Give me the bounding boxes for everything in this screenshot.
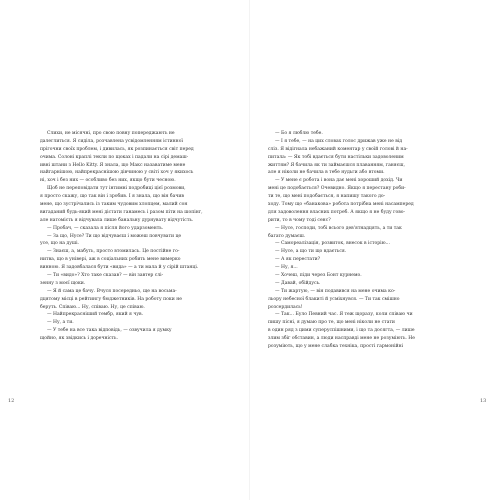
text-line: — А як перестати?: [275, 257, 321, 263]
text-line: я просто скажу, що так він і зробив. І я знала, що він бачив: [40, 194, 184, 200]
text-line: далеглиться. Я сиділа, розчавлена усвідомленням істинної: [40, 138, 183, 144]
text-line: усе, що на душі.: [40, 241, 80, 247]
text-line: — Давай, обійдусь.: [275, 280, 321, 286]
text-line: ні, хоч і без них — особливо без них, якщо бути чесною.: [40, 178, 176, 184]
text-line: — Я й сама це бачу. Вчуся посередньо, ще на восьма-: [47, 288, 177, 294]
text-line: життям? Я бачила як ти займаєшся плаванням, ганяєш,: [268, 162, 405, 168]
text-line: — І я тебе, — на цих словах голос дрижав уже не від: [275, 138, 403, 144]
text-line: сліз. Я відігнала небажаний коментар у своїй голові й на-: [268, 146, 408, 152]
text-line: найгарнішою, найпрекраснішою дівчиною у світі хоч у якихось: [40, 170, 194, 176]
left-page-text: [40, 130, 232, 343]
text-line: пишу пісні, я думаю про те, що мені ніколи не стати: [268, 320, 395, 326]
right-page: [250, 0, 500, 500]
text-line: ти те, що мені подобається, я напишу такого до-: [268, 194, 386, 200]
text-line: беруть. Співаю... Ну, співаю. Ну, це співаю.: [40, 304, 145, 310]
text-line: злим збіг обставин, а люди насправді мене не розуміють. Не: [268, 336, 415, 342]
text-line: — Пробач, — сказала я після його ударзоменть.: [47, 225, 164, 231]
text-line: мені це подобається? Очевидно. Якщо я перестану роби-: [268, 186, 406, 192]
text-line: вигаданий будь-який мені дістати ганамесь і разом піти на шопінг,: [40, 209, 203, 215]
text-line: багато думаєш.: [268, 233, 306, 239]
text-line: — Ти жартую, — він подавився на мене очима ко-: [275, 288, 396, 294]
text-line: питала: — Як тобі вдається бути настільки задоволеним: [268, 154, 404, 160]
text-line: але я ніколи не бачила в тебе нудьги або втоми.: [268, 170, 385, 176]
text-line: Щоб не переповідати тут інтимні подробиці цієї розмови,: [47, 186, 186, 192]
text-line: — Знаєш, а, мабуть, просто втомилась. Це постійне го-: [47, 249, 180, 255]
text-line: — Нусе, господи, тобі всього дев'ятнадцять, а ти так: [275, 225, 402, 231]
text-line: ходу. Тому що «банакова» робота потрібна мені насамперед: [268, 202, 414, 208]
text-line: — Хочеш, піди через Бонт курнемо.: [275, 273, 362, 279]
text-line: дцятому місці в рейтингу бюджетників. На роботу поки не: [40, 296, 182, 302]
text-line: — Ну, я...: [275, 265, 298, 271]
text-line: льору небесної блакиті й усміхнувся. — Ти так смішно: [268, 296, 400, 302]
text-line: — Самореалізація, розвиток, внесок в історію...: [275, 241, 390, 247]
text-line: розуміють, що у мене слабка техніка, прості гармонійні: [268, 344, 404, 350]
text-line: зенну з моєї щоки.: [40, 280, 86, 286]
left-page-number: 12: [8, 398, 15, 404]
text-line: — Бо я люблю тебе.: [275, 131, 323, 136]
text-line: винною. Я задовбалася бути «вида» — а ти мала й у сірій штанці.: [40, 265, 199, 271]
text-line: очима. Солоні краплі текли по щоках і падали на сірі демаш-: [40, 154, 189, 160]
text-line: нитва, що в універі, аж в соціальних робить мене вимерко: [40, 257, 181, 263]
text-line: але натомість я відчувала лише банальну дурнувату відчутість.: [40, 217, 194, 223]
text-line: — Ну, а ти.: [47, 320, 74, 326]
text-line: в один ряд з цими суперуспішними, і що та досягта, — лише: [268, 328, 415, 334]
text-line: розсердилась!: [268, 304, 303, 310]
text-line: мене, що зустрічались із таким чудовим хлопцем, малий сон: [40, 202, 188, 208]
right-page-number: 13: [480, 398, 487, 404]
text-line: — Нусе, а що ти що вдається.: [275, 249, 347, 255]
text-line: Слихи, не місячні, про свою повну попереджають не: [47, 131, 175, 136]
right-page-text: [268, 130, 460, 351]
text-line: — Так... Було Певний час. Я теж щоразу, коли співаю чи: [275, 312, 413, 318]
text-line: щойно, як звідкись і доречність.: [40, 336, 118, 342]
text-line: — За що, Нусе? Ти що відчуваєш і можеш повчувати це: [47, 233, 182, 239]
text-line: прігочни своїх проблем, і дивилась, як розпинається світ перед: [40, 146, 194, 152]
text-line: — Ти «видо»? Хто таке сказав? — він завтер слі-: [47, 273, 164, 279]
text-line: для задоволення власних потреб. А якщо я не буду гово-: [268, 209, 406, 215]
text-line: — У мене є робота і вона дає мені хороший дохід. Чи: [275, 178, 403, 184]
text-line: ивні штани з Hello Kitty. Я знала, що Макс назаватиме мене: [40, 162, 186, 168]
text-line: — Найпрекрасніший тембр, який я чув.: [47, 312, 144, 318]
text-line: — У тебе на все така відповідь, — озвучила я думку: [47, 328, 172, 334]
text-line: рити, то в чому тоді сенс?: [268, 217, 331, 223]
